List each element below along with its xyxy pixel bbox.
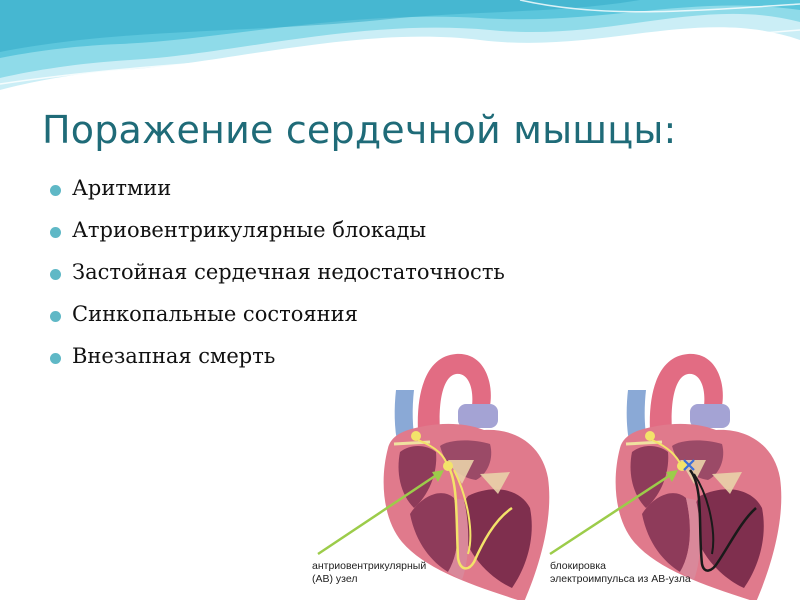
right-caption [550,560,691,586]
slide-title: Поражение сердечной мышцы: [42,108,677,152]
bullet-dot-icon [50,353,61,364]
bullet-item-arrhythmias [50,176,505,218]
bullet-dot-icon [50,185,61,196]
left-caption-line: антриовентрикулярный [312,560,427,572]
left-caption-line: (АВ) узел [312,573,358,585]
bullet-text: Внезапная смерть [72,344,276,368]
bullet-dot-icon [50,311,61,322]
heart-conduction-figure [298,348,800,600]
right-caption-line: электроимпульса из АВ-узла [550,573,691,585]
bullet-item-av-blocks [50,218,505,260]
bullet-dot-icon [50,269,61,280]
bullet-text: Застойная сердечная недостаточность [72,260,505,284]
bullet-item-heart-failure [50,260,505,302]
header-wave-decoration [0,0,800,110]
bullet-dot-icon [50,227,61,238]
bullet-text: Атриовентрикулярные блокады [72,218,427,242]
bullet-item-syncope [50,302,505,344]
right-caption-line: блокировка [550,560,607,572]
bullet-text: Аритмии [72,176,172,200]
bullet-text: Синкопальные состояния [72,302,358,326]
left-caption [312,560,426,586]
